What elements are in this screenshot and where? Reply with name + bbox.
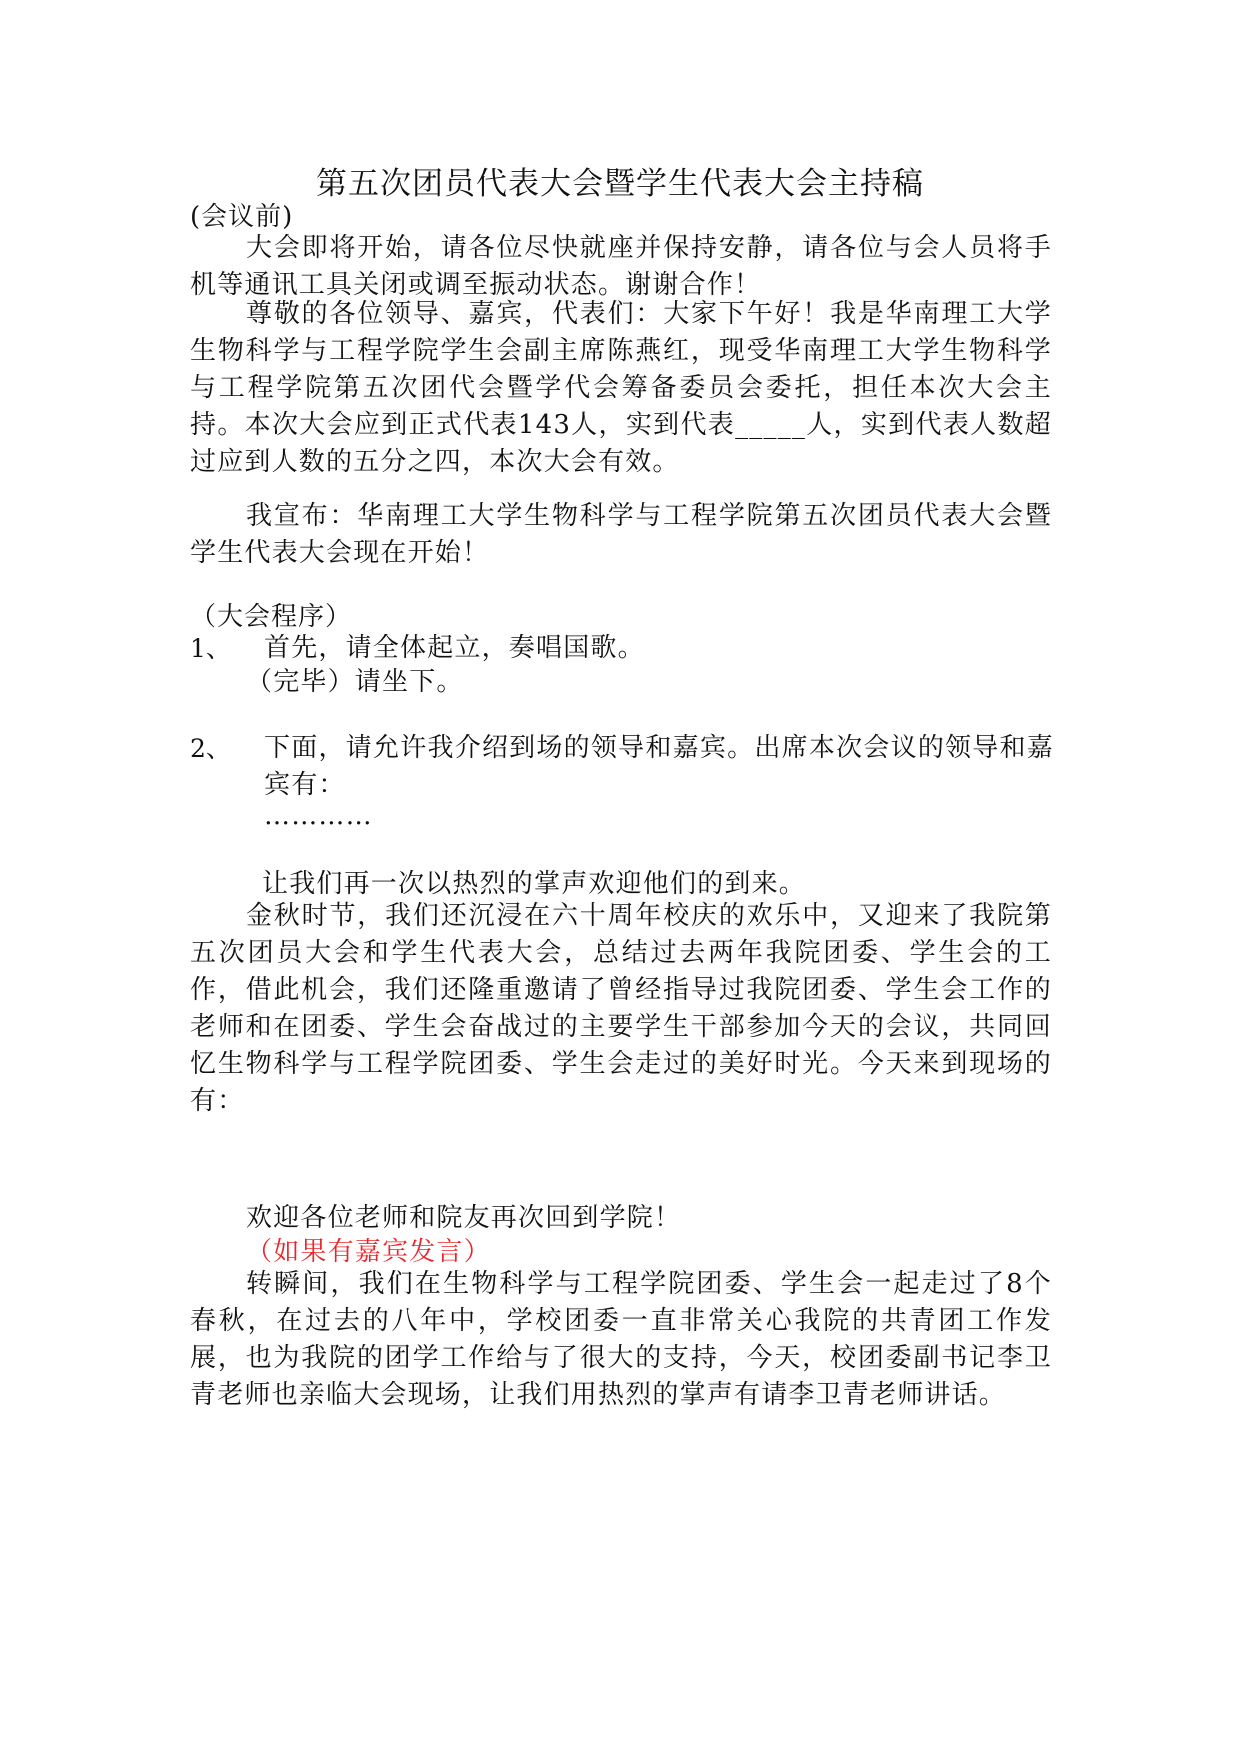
paragraph-welcome-back: 欢迎各位老师和院友再次回到学院！ xyxy=(246,1203,682,1233)
paragraph-pre-meeting: 大会即将开始，请各位尽快就座并保持安静，请各位与会人员将手机等通讯工具关闭或调至振动状态。谢谢合作！ xyxy=(190,233,1052,300)
program-label: （大会程序） xyxy=(190,602,353,632)
item-1-sub: （完毕）请坐下。 xyxy=(246,667,464,697)
item-2-ellipsis: ………… xyxy=(264,801,373,831)
paragraph-welcome-applause: 让我们再一次以热烈的掌声欢迎他们的到来。 xyxy=(262,869,807,899)
paragraph-transition: 转瞬间，我们在生物科学与工程学院团委、学生会一起走过了8个春秋，在过去的八年中，学校团委一直非常关心我院的共青团工作发展，也为我院的团学工作给与了很大的支持，今天，校团委副书记李卫青老师也亲临大会现场，让我们用热烈的掌声有请李卫青老师讲话。 xyxy=(190,1269,1052,1410)
guest-speech-note: （如果有嘉宾发言） xyxy=(246,1237,491,1267)
pre-meeting-label: (会议前) xyxy=(190,202,294,232)
item-2-number: 2、 xyxy=(190,734,231,763)
paragraph-announce: 我宣布：华南理工大学生物科学与工程学院第五次团员代表大会暨学生代表大会现在开始！ xyxy=(190,501,1052,568)
item-1-number: 1、 xyxy=(190,634,231,663)
item-2-text: 下面，请允许我介绍到场的领导和嘉宾。出席本次会议的领导和嘉宾有： xyxy=(264,733,1054,800)
paragraph-greeting: 尊敬的各位领导、嘉宾，代表们：大家下午好！我是华南理工大学生物科学与工程学院学生会副主席陈燕红，现受华南理工大学生物科学与工程学院第五次团代会暨学代会筹备委员会委托，担任本次大会主持。本次大会应到正式代表143人，实到代表_____人，实到代表人数超过应到人数的五分之四，本次大会有效。 xyxy=(190,299,1052,477)
paragraph-autumn: 金秋时节，我们还沉浸在六十周年校庆的欢乐中，又迎来了我院第五次团员大会和学生代表大会，总结过去两年我院团委、学生会的工作，借此机会，我们还隆重邀请了曾经指导过我院团委、学生会工作的老师和在团委、学生会奋战过的主要学生干部参加今天的会议，共同回忆生物科学与工程学院团委、学生会走过的美好时光。今天来到现场的有： xyxy=(190,901,1052,1116)
item-1-text: 首先，请全体起立，奏唱国歌。 xyxy=(264,633,645,663)
document-title: 第五次团员代表大会暨学生代表大会主持稿 xyxy=(316,166,924,202)
